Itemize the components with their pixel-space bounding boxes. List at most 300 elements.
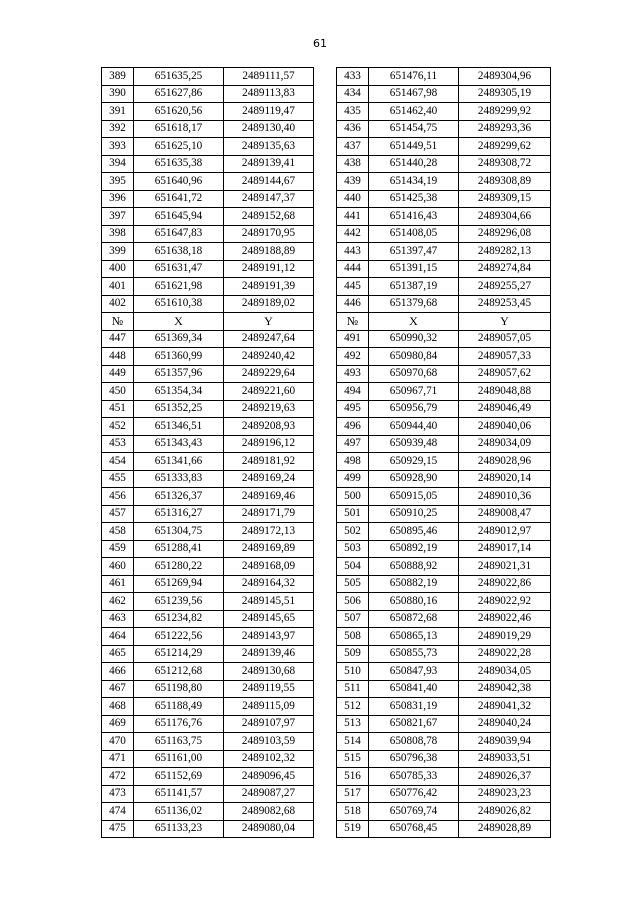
point-number: 491 bbox=[337, 330, 369, 348]
y-coordinate: 2489221,60 bbox=[224, 383, 314, 401]
point-number: 438 bbox=[337, 155, 369, 173]
table-header-row bbox=[102, 313, 551, 331]
table-row bbox=[102, 628, 551, 646]
point-number: 500 bbox=[337, 488, 369, 506]
y-coordinate: 2489139,46 bbox=[224, 645, 314, 663]
point-number: 463 bbox=[102, 610, 134, 628]
point-number: 512 bbox=[337, 698, 369, 716]
point-number: 389 bbox=[102, 68, 134, 86]
y-coordinate: 2489017,14 bbox=[459, 540, 551, 558]
point-number: 449 bbox=[102, 365, 134, 383]
x-coordinate: 651304,75 bbox=[134, 523, 224, 541]
column-gap bbox=[314, 190, 337, 208]
x-coordinate: 651346,51 bbox=[134, 418, 224, 436]
table-row bbox=[102, 295, 551, 313]
x-coordinate: 651620,56 bbox=[134, 103, 224, 121]
point-number: 508 bbox=[337, 628, 369, 646]
x-coordinate: 650929,15 bbox=[369, 453, 459, 471]
table-row bbox=[102, 645, 551, 663]
x-coordinate: 650808,78 bbox=[369, 733, 459, 751]
x-coordinate: 651618,17 bbox=[134, 120, 224, 138]
point-number: 473 bbox=[102, 785, 134, 803]
y-coordinate: 2489147,37 bbox=[224, 190, 314, 208]
column-gap bbox=[314, 173, 337, 191]
table-row bbox=[102, 190, 551, 208]
table-row bbox=[102, 750, 551, 768]
point-number: 402 bbox=[102, 295, 134, 313]
x-coordinate: 651288,41 bbox=[134, 540, 224, 558]
point-number: 507 bbox=[337, 610, 369, 628]
point-number: 444 bbox=[337, 260, 369, 278]
column-gap bbox=[314, 488, 337, 506]
y-coordinate: 2489308,72 bbox=[459, 155, 551, 173]
column-gap bbox=[314, 313, 337, 331]
column-gap bbox=[314, 68, 337, 86]
y-coordinate: 2489041,32 bbox=[459, 698, 551, 716]
column-gap bbox=[314, 103, 337, 121]
y-coordinate: 2489103,59 bbox=[224, 733, 314, 751]
table-row bbox=[102, 505, 551, 523]
y-coordinate: 2489028,96 bbox=[459, 453, 551, 471]
x-coordinate: 650768,45 bbox=[369, 820, 459, 838]
x-coordinate: 651280,22 bbox=[134, 558, 224, 576]
x-coordinate: 651635,38 bbox=[134, 155, 224, 173]
x-coordinate: 650796,38 bbox=[369, 750, 459, 768]
point-number: 457 bbox=[102, 505, 134, 523]
y-coordinate: 2489022,28 bbox=[459, 645, 551, 663]
point-number: 439 bbox=[337, 173, 369, 191]
column-gap bbox=[314, 225, 337, 243]
x-coordinate: 651631,47 bbox=[134, 260, 224, 278]
column-gap bbox=[314, 505, 337, 523]
y-coordinate: 2489139,41 bbox=[224, 155, 314, 173]
point-number: 472 bbox=[102, 768, 134, 786]
point-number: 443 bbox=[337, 243, 369, 261]
y-coordinate: 2489082,68 bbox=[224, 803, 314, 821]
y-coordinate: 2489113,83 bbox=[224, 85, 314, 103]
y-coordinate: 2489008,47 bbox=[459, 505, 551, 523]
x-coordinate: 650776,42 bbox=[369, 785, 459, 803]
x-coordinate: 650895,46 bbox=[369, 523, 459, 541]
column-gap bbox=[314, 435, 337, 453]
x-coordinate: 651462,40 bbox=[369, 103, 459, 121]
point-number: 502 bbox=[337, 523, 369, 541]
y-coordinate: 2489028,89 bbox=[459, 820, 551, 838]
point-number: 448 bbox=[102, 348, 134, 366]
table-row bbox=[102, 768, 551, 786]
table-row bbox=[102, 785, 551, 803]
column-gap bbox=[314, 365, 337, 383]
column-gap bbox=[314, 330, 337, 348]
y-coordinate: 2489308,89 bbox=[459, 173, 551, 191]
point-number: 467 bbox=[102, 680, 134, 698]
x-coordinate: 651234,82 bbox=[134, 610, 224, 628]
point-number: 469 bbox=[102, 715, 134, 733]
table-row bbox=[102, 523, 551, 541]
x-coordinate: 650970,68 bbox=[369, 365, 459, 383]
x-coordinate: 651239,56 bbox=[134, 593, 224, 611]
point-number: 511 bbox=[337, 680, 369, 698]
x-coordinate: 651357,96 bbox=[134, 365, 224, 383]
header-y: Y bbox=[224, 313, 314, 331]
y-coordinate: 2489188,89 bbox=[224, 243, 314, 261]
x-coordinate: 650990,32 bbox=[369, 330, 459, 348]
column-gap bbox=[314, 383, 337, 401]
table-row bbox=[102, 208, 551, 226]
column-gap bbox=[314, 540, 337, 558]
point-number: 519 bbox=[337, 820, 369, 838]
x-coordinate: 651269,94 bbox=[134, 575, 224, 593]
x-coordinate: 650939,48 bbox=[369, 435, 459, 453]
x-coordinate: 651379,68 bbox=[369, 295, 459, 313]
table-row bbox=[102, 225, 551, 243]
x-coordinate: 651141,57 bbox=[134, 785, 224, 803]
point-number: 395 bbox=[102, 173, 134, 191]
x-coordinate: 650880,16 bbox=[369, 593, 459, 611]
column-gap bbox=[314, 785, 337, 803]
coordinates-table bbox=[101, 67, 551, 838]
point-number: 492 bbox=[337, 348, 369, 366]
point-number: 391 bbox=[102, 103, 134, 121]
x-coordinate: 651449,51 bbox=[369, 138, 459, 156]
column-gap bbox=[314, 453, 337, 471]
x-coordinate: 650769,74 bbox=[369, 803, 459, 821]
page-number: 61 bbox=[313, 37, 327, 50]
table-row bbox=[102, 663, 551, 681]
y-coordinate: 2489022,46 bbox=[459, 610, 551, 628]
point-number: 398 bbox=[102, 225, 134, 243]
y-coordinate: 2489135,63 bbox=[224, 138, 314, 156]
x-coordinate: 651408,05 bbox=[369, 225, 459, 243]
column-gap bbox=[314, 120, 337, 138]
x-coordinate: 650841,40 bbox=[369, 680, 459, 698]
point-number: 436 bbox=[337, 120, 369, 138]
y-coordinate: 2489274,84 bbox=[459, 260, 551, 278]
table-row bbox=[102, 365, 551, 383]
point-number: 503 bbox=[337, 540, 369, 558]
column-gap bbox=[314, 628, 337, 646]
y-coordinate: 2489048,88 bbox=[459, 383, 551, 401]
point-number: 401 bbox=[102, 278, 134, 296]
y-coordinate: 2489253,45 bbox=[459, 295, 551, 313]
table-row bbox=[102, 715, 551, 733]
column-gap bbox=[314, 733, 337, 751]
point-number: 466 bbox=[102, 663, 134, 681]
y-coordinate: 2489240,42 bbox=[224, 348, 314, 366]
y-coordinate: 2489096,45 bbox=[224, 768, 314, 786]
y-coordinate: 2489152,68 bbox=[224, 208, 314, 226]
y-coordinate: 2489019,29 bbox=[459, 628, 551, 646]
point-number: 504 bbox=[337, 558, 369, 576]
column-gap bbox=[314, 278, 337, 296]
point-number: 435 bbox=[337, 103, 369, 121]
x-coordinate: 651641,72 bbox=[134, 190, 224, 208]
point-number: 437 bbox=[337, 138, 369, 156]
y-coordinate: 2489057,05 bbox=[459, 330, 551, 348]
y-coordinate: 2489293,36 bbox=[459, 120, 551, 138]
x-coordinate: 651610,38 bbox=[134, 295, 224, 313]
column-gap bbox=[314, 295, 337, 313]
point-number: 399 bbox=[102, 243, 134, 261]
table-row bbox=[102, 698, 551, 716]
y-coordinate: 2489023,23 bbox=[459, 785, 551, 803]
y-coordinate: 2489111,57 bbox=[224, 68, 314, 86]
column-gap bbox=[314, 400, 337, 418]
column-gap bbox=[314, 208, 337, 226]
point-number: 474 bbox=[102, 803, 134, 821]
x-coordinate: 651647,83 bbox=[134, 225, 224, 243]
point-number: 517 bbox=[337, 785, 369, 803]
x-coordinate: 651369,34 bbox=[134, 330, 224, 348]
y-coordinate: 2489020,14 bbox=[459, 470, 551, 488]
column-gap bbox=[314, 523, 337, 541]
x-coordinate: 651161,00 bbox=[134, 750, 224, 768]
x-coordinate: 650882,19 bbox=[369, 575, 459, 593]
x-coordinate: 651133,23 bbox=[134, 820, 224, 838]
x-coordinate: 651212,68 bbox=[134, 663, 224, 681]
x-coordinate: 651188,49 bbox=[134, 698, 224, 716]
point-number: 459 bbox=[102, 540, 134, 558]
x-coordinate: 651341,66 bbox=[134, 453, 224, 471]
point-number: 392 bbox=[102, 120, 134, 138]
y-coordinate: 2489042,38 bbox=[459, 680, 551, 698]
x-coordinate: 651397,47 bbox=[369, 243, 459, 261]
table-row bbox=[102, 383, 551, 401]
x-coordinate: 651326,37 bbox=[134, 488, 224, 506]
x-coordinate: 650888,92 bbox=[369, 558, 459, 576]
y-coordinate: 2489170,95 bbox=[224, 225, 314, 243]
y-coordinate: 2489145,65 bbox=[224, 610, 314, 628]
table-row bbox=[102, 120, 551, 138]
y-coordinate: 2489026,82 bbox=[459, 803, 551, 821]
y-coordinate: 2489033,51 bbox=[459, 750, 551, 768]
point-number: 510 bbox=[337, 663, 369, 681]
point-number: 456 bbox=[102, 488, 134, 506]
x-coordinate: 650847,93 bbox=[369, 663, 459, 681]
x-coordinate: 651214,29 bbox=[134, 645, 224, 663]
point-number: 455 bbox=[102, 470, 134, 488]
point-number: 495 bbox=[337, 400, 369, 418]
point-number: 494 bbox=[337, 383, 369, 401]
column-gap bbox=[314, 680, 337, 698]
column-gap bbox=[314, 558, 337, 576]
point-number: 496 bbox=[337, 418, 369, 436]
point-number: 453 bbox=[102, 435, 134, 453]
point-number: 464 bbox=[102, 628, 134, 646]
point-number: 452 bbox=[102, 418, 134, 436]
x-coordinate: 650831,19 bbox=[369, 698, 459, 716]
x-coordinate: 651352,25 bbox=[134, 400, 224, 418]
point-number: 470 bbox=[102, 733, 134, 751]
column-gap bbox=[314, 575, 337, 593]
table-row bbox=[102, 453, 551, 471]
y-coordinate: 2489130,40 bbox=[224, 120, 314, 138]
point-number: 446 bbox=[337, 295, 369, 313]
x-coordinate: 651152,69 bbox=[134, 768, 224, 786]
table-row bbox=[102, 418, 551, 436]
x-coordinate: 651360,99 bbox=[134, 348, 224, 366]
table-row bbox=[102, 680, 551, 698]
y-coordinate: 2489087,27 bbox=[224, 785, 314, 803]
x-coordinate: 650967,71 bbox=[369, 383, 459, 401]
table-row bbox=[102, 330, 551, 348]
x-coordinate: 651635,25 bbox=[134, 68, 224, 86]
table-row bbox=[102, 278, 551, 296]
y-coordinate: 2489208,93 bbox=[224, 418, 314, 436]
y-coordinate: 2489282,13 bbox=[459, 243, 551, 261]
column-gap bbox=[314, 610, 337, 628]
point-number: 394 bbox=[102, 155, 134, 173]
x-coordinate: 650980,84 bbox=[369, 348, 459, 366]
column-gap bbox=[314, 418, 337, 436]
x-coordinate: 650821,67 bbox=[369, 715, 459, 733]
x-coordinate: 651343,43 bbox=[134, 435, 224, 453]
x-coordinate: 650855,73 bbox=[369, 645, 459, 663]
table-row bbox=[102, 260, 551, 278]
x-coordinate: 651454,75 bbox=[369, 120, 459, 138]
x-coordinate: 650872,68 bbox=[369, 610, 459, 628]
x-coordinate: 651440,28 bbox=[369, 155, 459, 173]
y-coordinate: 2489299,92 bbox=[459, 103, 551, 121]
y-coordinate: 2489012,97 bbox=[459, 523, 551, 541]
point-number: 393 bbox=[102, 138, 134, 156]
table-row bbox=[102, 575, 551, 593]
y-coordinate: 2489057,33 bbox=[459, 348, 551, 366]
y-coordinate: 2489034,09 bbox=[459, 435, 551, 453]
point-number: 451 bbox=[102, 400, 134, 418]
y-coordinate: 2489196,12 bbox=[224, 435, 314, 453]
y-coordinate: 2489191,39 bbox=[224, 278, 314, 296]
y-coordinate: 2489219,63 bbox=[224, 400, 314, 418]
point-number: 465 bbox=[102, 645, 134, 663]
column-gap bbox=[314, 260, 337, 278]
x-coordinate: 651627,86 bbox=[134, 85, 224, 103]
y-coordinate: 2489299,62 bbox=[459, 138, 551, 156]
y-coordinate: 2489247,64 bbox=[224, 330, 314, 348]
y-coordinate: 2489168,09 bbox=[224, 558, 314, 576]
x-coordinate: 650785,33 bbox=[369, 768, 459, 786]
y-coordinate: 2489305,19 bbox=[459, 85, 551, 103]
column-gap bbox=[314, 348, 337, 366]
column-gap bbox=[314, 243, 337, 261]
table-row bbox=[102, 470, 551, 488]
y-coordinate: 2489022,92 bbox=[459, 593, 551, 611]
column-gap bbox=[314, 820, 337, 838]
y-coordinate: 2489026,37 bbox=[459, 768, 551, 786]
column-gap bbox=[314, 645, 337, 663]
column-gap bbox=[314, 85, 337, 103]
point-number: 514 bbox=[337, 733, 369, 751]
x-coordinate: 650928,90 bbox=[369, 470, 459, 488]
y-coordinate: 2489191,12 bbox=[224, 260, 314, 278]
point-number: 447 bbox=[102, 330, 134, 348]
y-coordinate: 2489040,06 bbox=[459, 418, 551, 436]
table-row bbox=[102, 243, 551, 261]
table-row bbox=[102, 558, 551, 576]
table-row bbox=[102, 593, 551, 611]
table-row bbox=[102, 138, 551, 156]
x-coordinate: 651416,43 bbox=[369, 208, 459, 226]
table-row bbox=[102, 540, 551, 558]
y-coordinate: 2489164,32 bbox=[224, 575, 314, 593]
point-number: 450 bbox=[102, 383, 134, 401]
table-row bbox=[102, 103, 551, 121]
y-coordinate: 2489296,08 bbox=[459, 225, 551, 243]
y-coordinate: 2489189,02 bbox=[224, 295, 314, 313]
x-coordinate: 650865,13 bbox=[369, 628, 459, 646]
point-number: 433 bbox=[337, 68, 369, 86]
y-coordinate: 2489309,15 bbox=[459, 190, 551, 208]
point-number: 442 bbox=[337, 225, 369, 243]
x-coordinate: 651645,94 bbox=[134, 208, 224, 226]
x-coordinate: 651163,75 bbox=[134, 733, 224, 751]
column-gap bbox=[314, 803, 337, 821]
x-coordinate: 651476,11 bbox=[369, 68, 459, 86]
point-number: 468 bbox=[102, 698, 134, 716]
point-number: 462 bbox=[102, 593, 134, 611]
point-number: 513 bbox=[337, 715, 369, 733]
y-coordinate: 2489021,31 bbox=[459, 558, 551, 576]
y-coordinate: 2489107,97 bbox=[224, 715, 314, 733]
column-gap bbox=[314, 138, 337, 156]
y-coordinate: 2489040,24 bbox=[459, 715, 551, 733]
y-coordinate: 2489145,51 bbox=[224, 593, 314, 611]
x-coordinate: 651621,98 bbox=[134, 278, 224, 296]
header-num: № bbox=[337, 313, 369, 331]
x-coordinate: 651333,83 bbox=[134, 470, 224, 488]
table-row bbox=[102, 85, 551, 103]
x-coordinate: 651136,02 bbox=[134, 803, 224, 821]
point-number: 475 bbox=[102, 820, 134, 838]
point-number: 396 bbox=[102, 190, 134, 208]
x-coordinate: 651354,34 bbox=[134, 383, 224, 401]
x-coordinate: 651425,38 bbox=[369, 190, 459, 208]
point-number: 434 bbox=[337, 85, 369, 103]
x-coordinate: 651176,76 bbox=[134, 715, 224, 733]
table-row bbox=[102, 155, 551, 173]
table-row bbox=[102, 400, 551, 418]
column-gap bbox=[314, 663, 337, 681]
y-coordinate: 2489169,46 bbox=[224, 488, 314, 506]
point-number: 390 bbox=[102, 85, 134, 103]
point-number: 445 bbox=[337, 278, 369, 296]
column-gap bbox=[314, 470, 337, 488]
point-number: 471 bbox=[102, 750, 134, 768]
x-coordinate: 651467,98 bbox=[369, 85, 459, 103]
x-coordinate: 651638,18 bbox=[134, 243, 224, 261]
point-number: 441 bbox=[337, 208, 369, 226]
point-number: 497 bbox=[337, 435, 369, 453]
point-number: 440 bbox=[337, 190, 369, 208]
point-number: 397 bbox=[102, 208, 134, 226]
point-number: 506 bbox=[337, 593, 369, 611]
point-number: 460 bbox=[102, 558, 134, 576]
column-gap bbox=[314, 715, 337, 733]
y-coordinate: 2489172,13 bbox=[224, 523, 314, 541]
y-coordinate: 2489080,04 bbox=[224, 820, 314, 838]
y-coordinate: 2489046,49 bbox=[459, 400, 551, 418]
x-coordinate: 651625,10 bbox=[134, 138, 224, 156]
y-coordinate: 2489143,97 bbox=[224, 628, 314, 646]
x-coordinate: 650944,40 bbox=[369, 418, 459, 436]
point-number: 461 bbox=[102, 575, 134, 593]
header-num: № bbox=[102, 313, 134, 331]
point-number: 493 bbox=[337, 365, 369, 383]
x-coordinate: 650956,79 bbox=[369, 400, 459, 418]
point-number: 516 bbox=[337, 768, 369, 786]
x-coordinate: 651198,80 bbox=[134, 680, 224, 698]
y-coordinate: 2489119,47 bbox=[224, 103, 314, 121]
